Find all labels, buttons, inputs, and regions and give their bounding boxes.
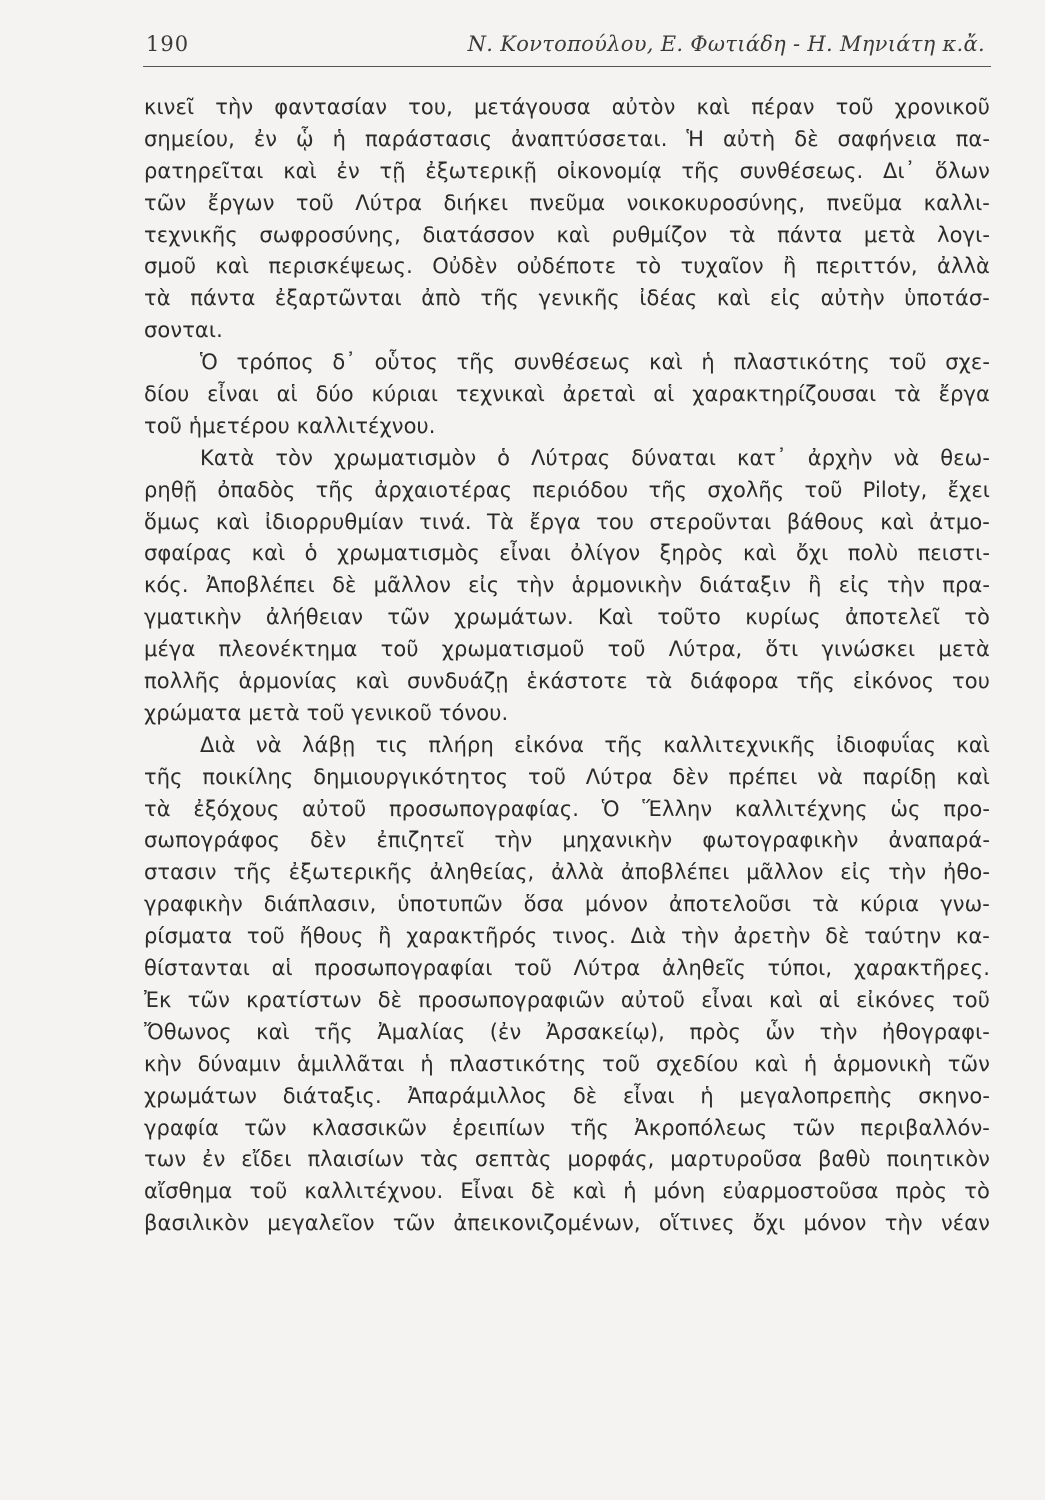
text-line: θίστανται αἱ προσωπογραφίαι τοῦ Λύτρα ἀληθεῖς τύποι, χαρακτῆρες. <box>144 956 990 981</box>
page-header <box>143 26 989 62</box>
text-line: σμοῦ καὶ περισκέψεως. Οὐδὲν οὐδέποτε τὸ τυχαῖον ἢ περιττόν, ἀλλὰ <box>144 254 990 279</box>
text-line: σφαίρας καὶ ὁ χρωματισμὸς εἶναι ὀλίγον ξηρὸς καὶ ὄχι πολὺ πειστι- <box>144 541 990 566</box>
text-line: γραφία τῶν κλασσικῶν ἐρειπίων τῆς Ἀκροπόλεως τῶν περιβαλλόν- <box>144 1115 990 1140</box>
text-line: ὅμως καὶ ἰδιορρυθμίαν τινά. Τὰ ἔργα του στεροῦνται βάθους καὶ ἀτμο- <box>144 509 990 534</box>
text-line: πολλῆς ἁρμονίας καὶ συνδυάζῃ ἑκάστοτε τὰ διάφορα τῆς εἰκόνος του <box>144 669 990 694</box>
text-line: Ὁ τρόπος δ᾽ οὗτος τῆς συνθέσεως καὶ ἡ πλαστικότης τοῦ σχε- <box>200 350 990 375</box>
text-line: κινεῖ τὴν φαντασίαν του, μετάγουσα αὐτὸν καὶ πέραν τοῦ χρονικοῦ <box>144 95 990 119</box>
text-line: σωπογράφος δὲν ἐπιζητεῖ τὴν μηχανικὴν φωτογραφικὴν ἀναπαρά- <box>144 828 990 853</box>
text-line: ρηθῇ ὀπαδὸς τῆς ἀρχαιοτέρας περιόδου τῆς σχολῆς τοῦ Piloty, ἔχει <box>144 477 990 502</box>
text-line: σονται. <box>144 318 223 343</box>
text-line: ρατηρεῖται καὶ ἐν τῇ ἐξωτερικῇ οἰκονομίᾳ τῆς συνθέσεως. Δι᾽ ὅλων <box>144 158 990 183</box>
text-line: σημείου, ἐν ᾧ ἡ παράστασις ἀναπτύσσεται. Ἡ αὐτὴ δὲ σαφήνεια πα- <box>144 126 990 151</box>
text-line: γματικὴν ἀλήθειαν τῶν χρωμάτων. Καὶ τοῦτο κυρίως ἀποτελεῖ τὸ <box>144 605 990 630</box>
text-line: γραφικὴν διάπλασιν, ὑποτυπῶν ὅσα μόνον ἀποτελοῦσι τὰ κύρια γνω- <box>144 892 990 917</box>
text-line: Κατὰ τὸν χρωματισμὸν ὁ Λύτρας δύναται κατ᾽ ἀρχὴν νὰ θεω- <box>200 445 990 470</box>
text-line: δίου εἶναι αἱ δύο κύριαι τεχνικαὶ ἀρεταὶ αἱ χαρακτηρίζουσαι τὰ ἔργα <box>144 382 990 407</box>
running-head: Ν. Κοντοπούλου, Ε. Φωτιάδη - Η. Μηνιάτη κ.ἄ. <box>467 32 985 56</box>
body-text <box>144 92 990 1240</box>
text-line: κός. Ἀποβλέπει δὲ μᾶλλον εἰς τὴν ἁρμονικὴν διάταξιν ἢ εἰς τὴν πρα- <box>144 573 990 598</box>
text-line: των ἐν εἴδει πλαισίων τὰς σεπτὰς μορφάς, μαρτυροῦσα βαθὺ ποιητικὸν <box>144 1147 990 1172</box>
text-line: Ἐκ τῶν κρατίστων δὲ προσωπογραφιῶν αὐτοῦ εἶναι καὶ αἱ εἰκόνες τοῦ <box>144 987 990 1012</box>
text-line: χρώματα μετὰ τοῦ γενικοῦ τόνου. <box>144 700 509 725</box>
header-rule <box>143 66 991 67</box>
text-line: Διὰ νὰ λάβῃ τις πλήρη εἰκόνα τῆς καλλιτεχνικῆς ἰδιοφυΐας καὶ <box>200 732 990 757</box>
text-line: μέγα πλεονέκτημα τοῦ χρωματισμοῦ τοῦ Λύτρα, ὅτι γινώσκει μετὰ <box>144 637 990 662</box>
text-line: αἴσθημα τοῦ καλλιτέχνου. Εἶναι δὲ καὶ ἡ μόνη εὐαρμοστοῦσα πρὸς τὸ <box>144 1179 990 1204</box>
page-number: 190 <box>146 32 190 56</box>
text-line: τὰ ἐξόχους αὐτοῦ προσωπογραφίας. Ὁ Ἕλλην καλλιτέχνης ὡς προ- <box>144 796 990 821</box>
text-line: τῆς ποικίλης δημιουργικότητος τοῦ Λύτρα δὲν πρέπει νὰ παρίδῃ καὶ <box>144 764 990 789</box>
text-line: τεχνικῆς σωφροσύνης, διατάσσον καὶ ρυθμίζον τὰ πάντα μετὰ λογι- <box>144 222 990 247</box>
text-line: κὴν δύναμιν ἁμιλλᾶται ἡ πλαστικότης τοῦ σχεδίου καὶ ἡ ἁρμονικὴ τῶν <box>144 1051 990 1076</box>
text-line: Ὄθωνος καὶ τῆς Ἀμαλίας (ἐν Ἀρσακείῳ), πρὸς ὧν τὴν ἠθογραφι- <box>144 1019 990 1044</box>
text-line: στασιν τῆς ἐξωτερικῆς ἀληθείας, ἀλλὰ ἀποβλέπει μᾶλλον εἰς τὴν ἠθο- <box>144 860 990 885</box>
text-line: τὰ πάντα ἐξαρτῶνται ἀπὸ τῆς γενικῆς ἰδέας καὶ εἰς αὐτὴν ὑποτάσ- <box>144 286 990 311</box>
text-line: τοῦ ἡμετέρου καλλιτέχνου. <box>144 413 436 438</box>
text-line: τῶν ἔργων τοῦ Λύτρα διήκει πνεῦμα νοικοκυροσύνης, πνεῦμα καλλι- <box>144 190 990 215</box>
text-line: βασιλικὸν μεγαλεῖον τῶν ἀπεικονιζομένων, οἵτινες ὄχι μόνον τὴν νέαν <box>144 1211 990 1236</box>
text-line: χρωμάτων διάταξις. Ἀπαράμιλλος δὲ εἶναι ἡ μεγαλοπρεπὴς σκηνο- <box>144 1083 990 1108</box>
text-line: ρίσματα τοῦ ἤθους ἢ χαρακτῆρός τινος. Διὰ τὴν ἀρετὴν δὲ ταύτην κα- <box>144 924 990 949</box>
